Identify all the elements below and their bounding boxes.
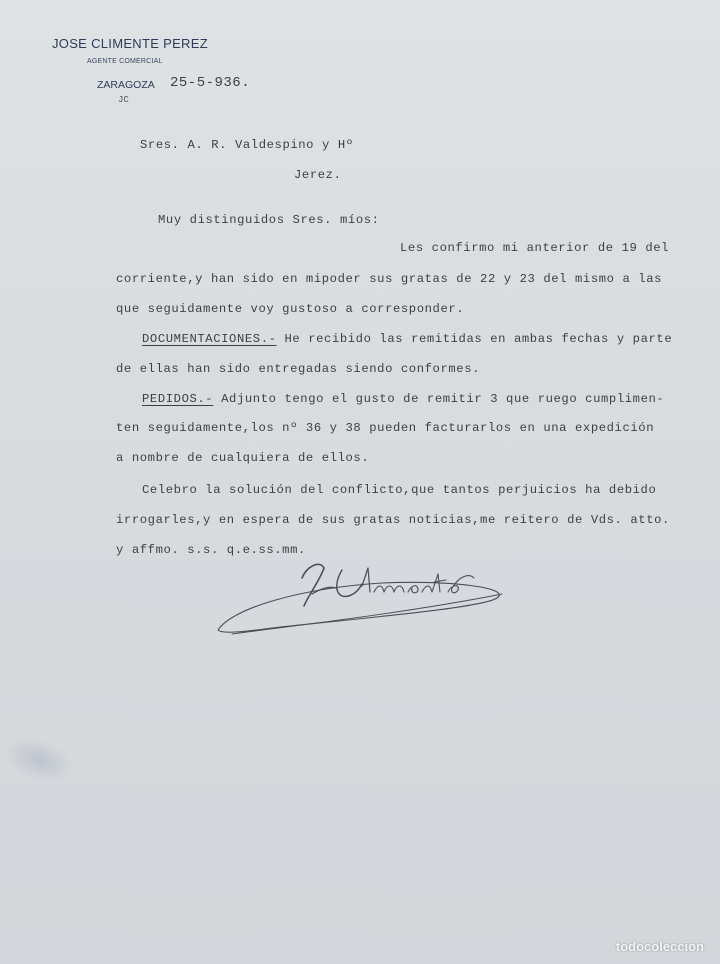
addressee-city: Jerez.	[294, 168, 342, 182]
body-line: irrogarles,y en espera de sus gratas noticias,me reitero de Vds. atto.	[116, 513, 670, 527]
body-text: Adjunto tengo el gusto de remitir 3 que ruego cumplimen-	[213, 392, 665, 406]
letterhead-name: JOSE CLIMENTE PEREZ	[52, 36, 208, 51]
section-heading-documentaciones: DOCUMENTACIONES.-	[142, 332, 277, 346]
letterhead-subtitle: AGENTE COMERCIAL	[87, 58, 163, 65]
salutation: Muy distinguidos Sres. míos:	[158, 213, 380, 227]
addressee-name: Sres. A. R. Valdespino y Hº	[140, 138, 354, 152]
watermark-logo: todocoleccion	[615, 939, 704, 954]
letter-date: 25-5-936.	[170, 75, 251, 91]
body-line	[142, 392, 664, 406]
body-text: He recibido las remitidas en ambas fechas y parte	[276, 332, 673, 346]
body-line: corriente,y han sido en mipoder sus gratas de 22 y 23 del mismo a las	[116, 272, 663, 286]
handwritten-signature	[212, 548, 512, 643]
body-line	[142, 332, 672, 346]
body-line: a nombre de cualquiera de ellos.	[116, 451, 370, 465]
body-line: Celebro la solución del conflicto,que tantos perjuicios ha debido	[142, 483, 657, 497]
body-line: que seguidamente voy gustoso a corresponder.	[116, 302, 465, 316]
body-line: Les confirmo mi anterior de 19 del	[400, 241, 670, 255]
typist-initials: JC	[118, 95, 129, 105]
body-line: y affmo. s.s. q.e.ss.mm.	[116, 543, 306, 557]
letterhead-city: ZARAGOZA	[97, 79, 155, 91]
body-line: ten seguidamente,los nº 36 y 38 pueden facturarlos en una expedición	[116, 421, 655, 435]
section-heading-pedidos: PEDIDOS.-	[142, 392, 214, 406]
ink-smudge	[0, 729, 79, 791]
body-line: de ellas han sido entregadas siendo conformes.	[116, 362, 481, 376]
